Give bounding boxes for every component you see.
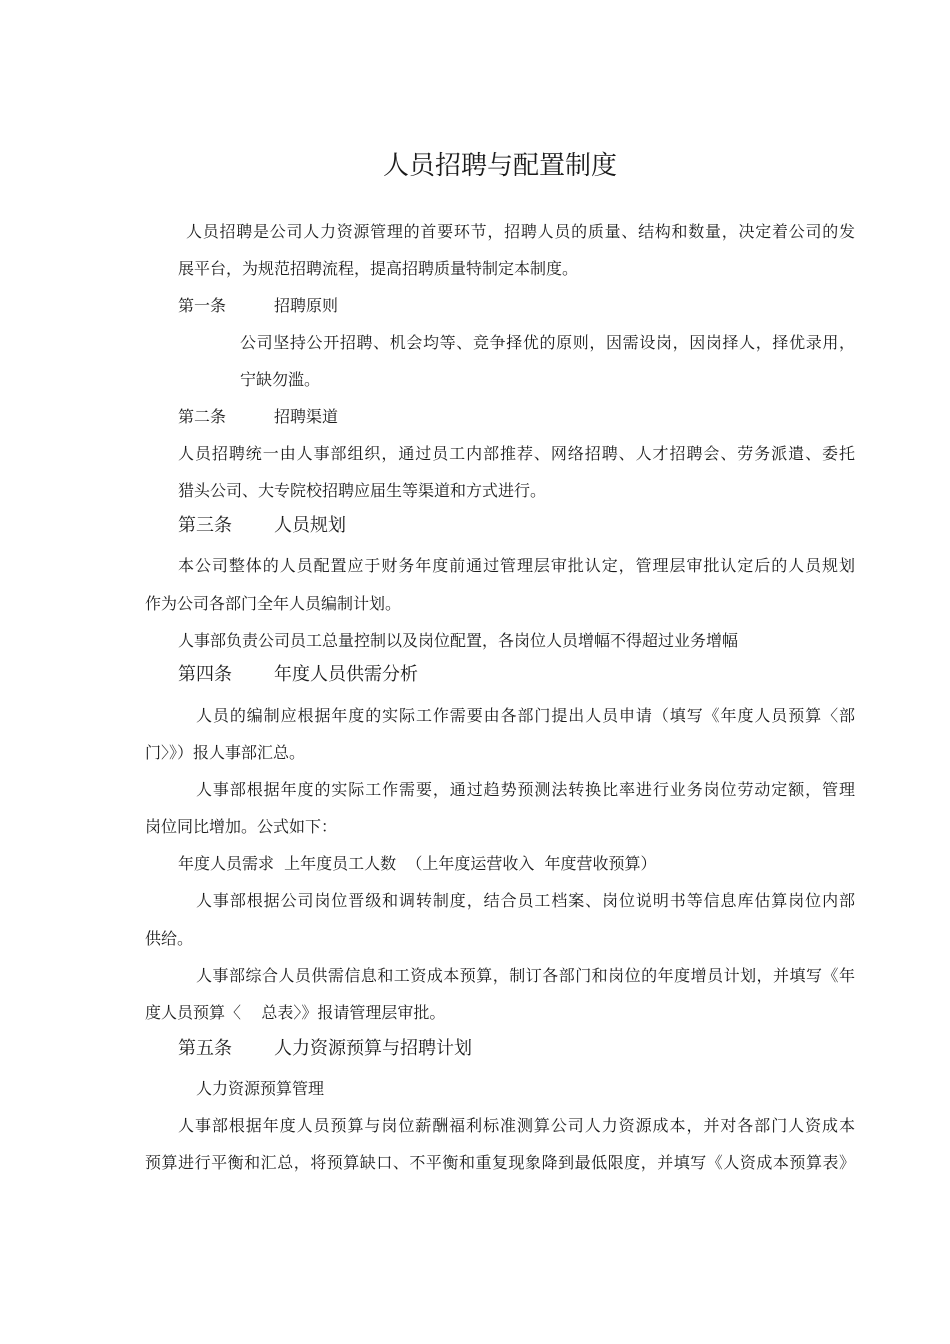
article-3-line-1: 本公司整体的人员配置应于财务年度前通过管理层审批认定，管理层审批认定后的人员规划 [178,556,855,575]
article-4-p2-line-1: 人事部根据年度的实际工作需要，通过趋势预测法转换比率进行业务岗位劳动定额，管理 [196,780,855,799]
article-5-line-2: 预算进行平衡和汇总，将预算缺口、不平衡和重复现象降到最低限度，并填写《人资成本预算表》 [145,1153,855,1172]
article-4-formula: 年度人员需求 上年度员工人数 （上年度运营收入 年度营收预算） [178,854,657,873]
article-2-title: 招聘渠道 [274,407,339,426]
article-4-p4-line-1: 人事部综合人员供需信息和工资成本预算，制订各部门和岗位的年度增员计划，并填写《年 [196,966,855,985]
article-5-line-1: 人事部根据年度人员预算与岗位薪酬福利标准测算公司人力资源成本，并对各部门人资成本 [178,1116,855,1135]
article-1-number: 第一条 [178,296,227,315]
article-4-number: 第四条 [178,664,232,685]
article-2-line-2: 猎头公司、大专院校招聘应届生等渠道和方式进行。 [178,481,547,500]
article-3-line-3: 人事部负责公司员工总量控制以及岗位配置，各岗位人员增幅不得超过业务增幅 [178,631,739,650]
article-1-heading [178,296,578,318]
article-2-line-1: 人员招聘统一由人事部组织，通过员工内部推荐、网络招聘、人才招聘会、劳务派遣、委托 [178,444,855,463]
article-4-p2-line-2: 岗位同比增加。公式如下： [145,817,338,836]
article-1-line-2: 宁缺勿滥。 [240,370,321,389]
article-4-heading [178,665,578,687]
article-2-number: 第二条 [178,407,227,426]
article-4-p3-line-1: 人事部根据公司岗位晋级和调转制度，结合员工档案、岗位说明书等信息库估算岗位内部 [196,891,855,910]
article-1-line-1: 公司坚持公开招聘、机会均等、竞争择优的原则，因需设岗，因岗择人，择优录用， [240,333,855,352]
article-5-heading [178,1039,578,1061]
article-5-subheading: 人力资源预算管理 [196,1079,325,1098]
article-3-title: 人员规划 [274,515,346,536]
article-3-line-2: 作为公司各部门全年人员编制计划。 [145,594,402,613]
intro-line-2: 展平台，为规范招聘流程，提高招聘质量特制定本制度。 [178,259,579,278]
article-4-p3-line-2: 供给。 [145,929,194,948]
article-3-heading [178,516,578,538]
article-4-p1-line-1: 人员的编制应根据年度的实际工作需要由各部门提出人员申请（填写《年度人员预算〈部 [196,706,855,725]
article-1-title: 招聘原则 [274,296,339,315]
article-4-p4-line-2: 度人员预算〈 总表〉》报请管理层审批。 [145,1003,446,1022]
article-4-p1-line-2: 门〉》）报人事部汇总。 [145,743,306,762]
page-title: 人员招聘与配置制度 [382,151,617,181]
article-2-heading [178,407,578,429]
article-5-title: 人力资源预算与招聘计划 [274,1038,472,1059]
article-5-number: 第五条 [178,1038,232,1059]
article-4-title: 年度人员供需分析 [274,664,418,685]
article-3-number: 第三条 [178,515,232,536]
intro-line-1: 人员招聘是公司人力资源管理的首要环节，招聘人员的质量、结构和数量，决定着公司的发 [186,222,855,241]
